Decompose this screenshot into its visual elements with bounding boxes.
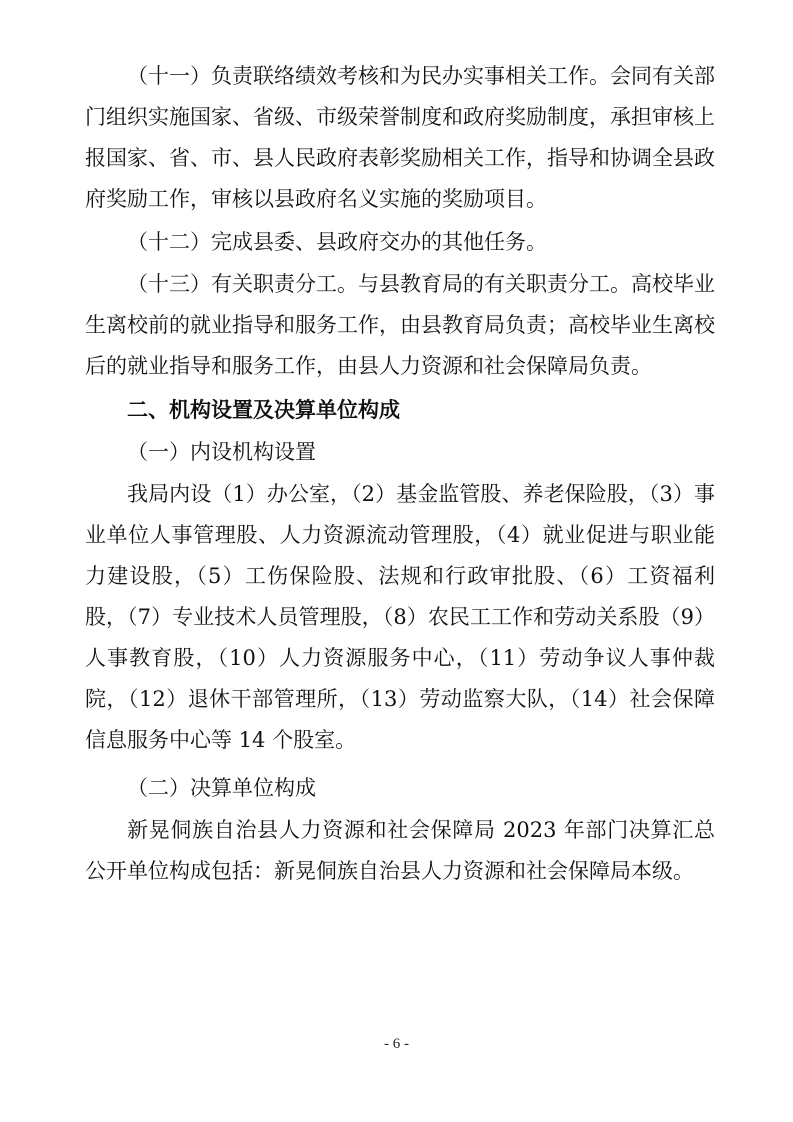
paragraph-duty-11: （十一）负责联络绩效考核和为民办实事相关工作。会同有关部门组织实施国家、省级、市级荣誉制度和政府奖励制度，承担审核上报国家、省、市、县人民政府表彰奖励相关工作，指导和协调全县政府奖励工作，审核以县政府名义实施的奖励项目。 (85, 64, 715, 211)
paragraph-internal-structure: 我局内设（1）办公室，（2）基金监管股、养老保险股，（3）事业单位人事管理股、人力资源流动管理股，（4）就业促进与职业能力建设股，（5）工伤保险股、法规和行政审批股、（6）工资福利股，（7）专业技术人员管理股，（8）农民工工作和劳动关系股（9）人事教育股，（10）人力资源服务中心，（11）劳动争议人事仲裁院，（12）退休干部管理所，（13）劳动监察大队，（14）社会保障信息服务中心等 14 个股室。 (85, 482, 715, 752)
subheading-internal-structure: （一）内设机构设置 (127, 440, 316, 464)
paragraph-final-accounts-units: 新晃侗族自治县人力资源和社会保障局 2023 年部门决算汇总公开单位构成包括：新晃侗族自治县人力资源和社会保障局本级。 (85, 818, 715, 883)
page-number: - 6 - (384, 1036, 409, 1052)
subheading-final-accounts-units: （二）决算单位构成 (127, 776, 316, 800)
paragraph-duty-13: （十三）有关职责分工。与县教育局的有关职责分工。高校毕业生离校前的就业指导和服务工作，由县教育局负责；高校毕业生离校后的就业指导和服务工作，由县人力资源和社会保障局负责。 (85, 272, 715, 378)
section-heading-organization: 二、机构设置及决算单位构成 (127, 398, 400, 422)
paragraph-duty-12: （十二）完成县委、县政府交办的其他任务。 (127, 230, 547, 254)
